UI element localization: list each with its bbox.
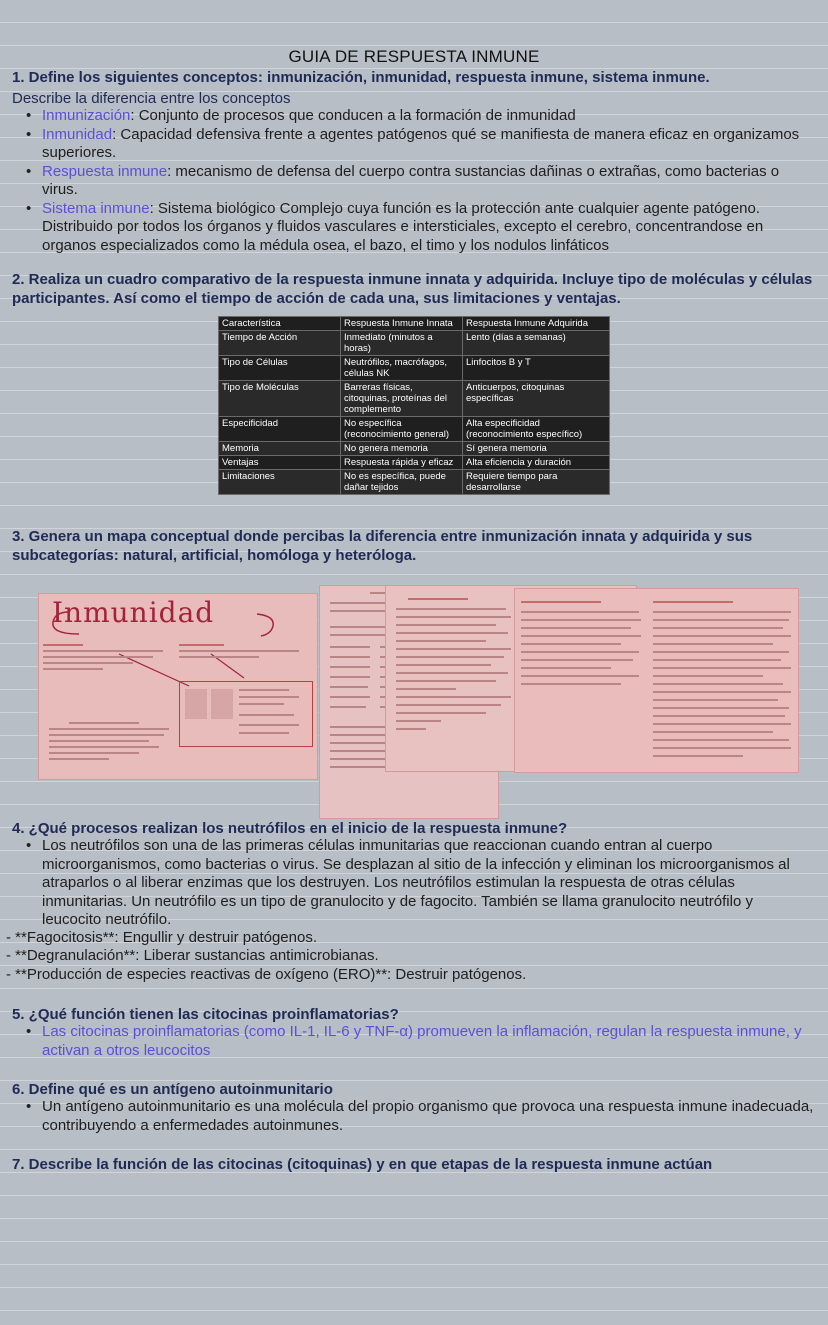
table-cell: Ventajas xyxy=(219,456,341,470)
table-cell: Anticuerpos, citoquinas específicas xyxy=(463,381,610,417)
antigen-item: • Un antígeno autoinmunitario es una molécula del propio organismo que provoca una respuesta inmune inadecuada, contribuyendo a enfermedades autoinmunes. xyxy=(24,1098,814,1135)
table-cell: Inmediato (minutos a horas) xyxy=(341,331,463,356)
table-cell: No genera memoria xyxy=(341,442,463,456)
question-2: 2. Realiza un cuadro comparativo de la respuesta inmune innata y adquirida. Incluye tipo de moléculas y células participantes. Así como el tiempo de acción de cada una, sus limitaciones y ventajas. xyxy=(12,271,813,307)
question-3: 3. Genera un mapa conceptual donde percibas la diferencia entre inmunización innata y adquirida y sus subcategorías: natural, artificial, homóloga y heteróloga. xyxy=(12,528,753,564)
table-cell: No específica (reconocimiento general) xyxy=(341,417,463,442)
table-cell: No es específica, puede dañar tejidos xyxy=(341,470,463,495)
table-cell: Neutrófilos, macrófagos, células NK xyxy=(341,356,463,381)
question-7: 7. Describe la función de las citocinas (citoquinas) y en que etapas de la respuesta inmune actúan xyxy=(12,1156,713,1173)
table-cell: Tiempo de Acción xyxy=(219,331,341,356)
table-header-row xyxy=(219,317,610,331)
concept-item: • Respuesta inmune: mecanismo de defensa del cuerpo contra sustancias dañinas o extrañas, como bacterias o virus. xyxy=(24,163,814,200)
concept-item: • Inmunización: Conjunto de procesos que conducen a la formación de inmunidad xyxy=(24,107,814,126)
comparison-table xyxy=(218,316,610,495)
neutrophil-item: • Los neutrófilos son una de las primeras células inmunitarias que reaccionan cuando entran al cuerpo microorganismos, como bacterias o virus. Se desplazan al sitio de la infección y eliminan los microorganismos al atraparlos o al liberar enzimas que los destruyen. Los neutrófilos estimulan la respuesta de otras células inmunitarias. Un neutrófilo es un tipo de granulocito y de fagocito. También se llama granulocito neutrófilo y leucocito neutrófilo. xyxy=(24,837,814,930)
process-item: - **Producción de especies reactivas de oxígeno (ERO)**: Destruir patógenos. xyxy=(6,966,527,983)
table-row xyxy=(219,417,610,442)
cytokine-list xyxy=(24,1023,814,1060)
table-row xyxy=(219,381,610,417)
process-item: - **Fagocitosis**: Engullir y destruir patógenos. xyxy=(6,929,317,946)
question-5: 5. ¿Qué función tienen las citocinas proinflamatorias? xyxy=(12,1006,399,1023)
question-4: 4. ¿Qué procesos realizan los neutrófilos en el inicio de la respuesta inmune? xyxy=(12,820,568,837)
table-cell: Linfocitos B y T xyxy=(463,356,610,381)
table-row xyxy=(219,470,610,495)
table-header: Característica xyxy=(219,317,341,331)
process-item: - **Degranulación**: Liberar sustancias antimicrobianas. xyxy=(6,947,379,964)
table-cell: Respuesta rápida y eficaz xyxy=(341,456,463,470)
table-row xyxy=(219,356,610,381)
table-row xyxy=(219,331,610,356)
concept-map-title: Inmunidad xyxy=(52,596,215,629)
table-cell: Limitaciones xyxy=(219,470,341,495)
document-title: GUIA DE RESPUESTA INMUNE xyxy=(288,47,540,66)
table-cell: Alta especificidad (reconocimiento específico) xyxy=(463,417,610,442)
concept-item: • Sistema inmune: Sistema biológico Complejo cuya función es la protección ante cualquier agente patógeno. Distribuido por todos los órganos y fluidos vasculares e intersticiales, excepto el cerebro, concentrandose en organos especializados como la médula osea, el bazo, el timo y los nodulos linfáticos xyxy=(24,200,814,256)
table-header: Respuesta Inmune Adquirida xyxy=(463,317,610,331)
table-cell: Lento (días a semanas) xyxy=(463,331,610,356)
concept-map-image-4 xyxy=(514,588,799,773)
table-cell: Memoria xyxy=(219,442,341,456)
table-cell: Requiere tiempo para desarrollarse xyxy=(463,470,610,495)
question-1: 1. Define los siguientes conceptos: inmunización, inmunidad, respuesta inmune, sistema inmune. xyxy=(12,69,710,86)
question-1-sub: Describe la diferencia entre los conceptos xyxy=(12,90,291,107)
cytokine-item: • Las citocinas proinflamatorias (como IL-1, IL-6 y TNF-α) promueven la inflamación, regulan la respuesta inmune, y activan a otros leucocitos xyxy=(24,1023,814,1060)
table-row xyxy=(219,442,610,456)
table-cell: Tipo de Células xyxy=(219,356,341,381)
table-row xyxy=(219,456,610,470)
neutrophil-list xyxy=(24,837,814,930)
table-cell: Alta eficiencia y duración xyxy=(463,456,610,470)
antigen-list xyxy=(24,1098,814,1135)
concept-item: • Inmunidad: Capacidad defensiva frente a agentes patógenos qué se manifiesta de manera eficaz en organizamos superiores. xyxy=(24,126,814,163)
table-header: Respuesta Inmune Innata xyxy=(341,317,463,331)
table-cell: Tipo de Moléculas xyxy=(219,381,341,417)
table-cell: Sí genera memoria xyxy=(463,442,610,456)
concept-list xyxy=(24,107,814,255)
table-cell: Barreras físicas, citoquinas, proteínas del complemento xyxy=(341,381,463,417)
table-cell: Especificidad xyxy=(219,417,341,442)
question-6: 6. Define qué es un antígeno autoinmunitario xyxy=(12,1081,333,1098)
